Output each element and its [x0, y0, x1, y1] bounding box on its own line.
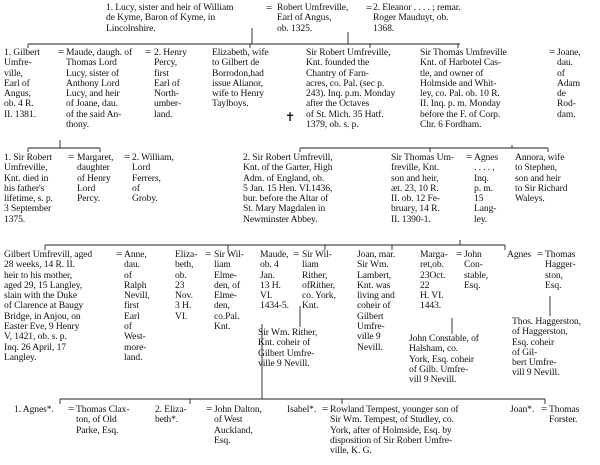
person-sir-robert-2-garter: 2. Sir Robert Umfrevill, Knt. of the Garter, High Adm. of England, ob. 5 Jan. 15 Hen. VI.1436, bur. before the Altar of St. Mary Magdalen in Newminster Abbey. — [243, 152, 333, 225]
person-joane-roddam: Joane, dau. of Adam de Rod- dam. — [557, 47, 581, 120]
person-sir-wm-rither-coheir: Sir Wm. Rither, Knt. coheir of Gilbert Umfre- ville 9 Nevill. — [258, 327, 318, 369]
marriage-sign: = — [366, 2, 373, 14]
person-rowland-tempest: Rowland Tempest, younger son of Sir Wm. Tempest, of Studley, co. York, after of Holmside, Esq. by disposition of Sir Robert Umfre- ville, K. G. — [330, 404, 459, 457]
marriage-sign: = — [68, 403, 75, 415]
person-isabel-tempest: Isabel*. — [287, 404, 317, 415]
person-thomas-forster: Thomas Forster. — [549, 404, 580, 426]
person-annora: Annora, wife to Stephen, son and heir to Sir Richard Waleys. — [515, 152, 568, 205]
marriage-sign: = — [466, 151, 473, 163]
person-sir-thomas-2: Sir Thomas Um- freville, Knt. son and heir, æt. 23, 10 R. II. ob. 12 Fe- bruary, 14 R. II. 1390-1. — [391, 152, 454, 225]
person-elizabeth-dalton: 2. Eliza- beth*. — [155, 404, 187, 426]
marriage-sign: = — [205, 248, 212, 260]
person-thos-haggerston-coheir: Thos. Haggerston, of Haggerston, Esq. coheir of Gil- bert Umfre- vill 9 Nevill. — [512, 316, 581, 379]
person-agnes-claxton: 1. Agnes*. — [14, 404, 54, 415]
marriage-sign: = — [68, 151, 75, 163]
person-elizabeth-elmeden: Eliza- beth, ob. 23 Nov. 3 H. VI. — [175, 249, 198, 322]
marriage-sign: = — [322, 403, 329, 415]
person-gilbert-umfrevill: Gilbert Umfrevill, aged 28 weeks, 14 R. II. heir to his mother, aged 29, 15 Langley, slain with the Duke of Clarence at Baugy Bridge, in Anjou, on Easter Eve, 9 Henry V, 1421, ob. s. p. Inq. 26 April, 17 Langley. — [4, 249, 93, 363]
person-robert-umfreville: Robert Umfreville, Earl of Angus, ob. 1325. — [277, 2, 349, 34]
person-sir-robert-1: 1. Sir Robert Umfreville, Knt. died in his father's lifetime, s. p. 3 September 1375. — [4, 152, 53, 225]
person-lucy: 1. Lucy, sister and heir of William de Kyme, Baron of Kyme, in Lincolnshire. — [106, 2, 234, 34]
person-joan-forster: Joan*. — [510, 404, 535, 415]
marriage-sign: = — [124, 151, 131, 163]
person-maude-rither: Maude, ob. 4 Jan. 13 H. VI. 1434-5. — [260, 249, 289, 312]
person-sir-robert-umfreville: Sir Robert Umfreville, Knt. founded the Chantry of Farn- acres, co. Pal. (sec p. 243). Inq. p.m. Monday after the Octaves of St. Mich. 35 Hatf. 1379, ob. s. p. — [306, 47, 396, 131]
person-sir-thomas-umfreville: Sir Thomas Umfreville Knt. of Harbotel Cas- tle, and owner of Holmside and Whit- ley, co. Pal. ob. 10 R. II. Inq. p. m. Monday before the F. of Corp. Chr. 6 Fordham. — [420, 47, 507, 131]
person-sir-william-elmeden: Sir Wil- liam Elme- den, of Elme- den, co.Pal. Knt. — [214, 249, 244, 333]
person-anne-nevill: Anne, dau. of Ralph Nevill, first Earl of West- more- land. — [124, 249, 150, 363]
person-thomas-haggerston: Thomas Hagger- ston, Esq. — [545, 249, 576, 291]
cross-icon: ✝ — [285, 110, 296, 124]
person-maude-lucy: Maude, daugh. of Thomas Lord Lucy, sister of Anthony Lord Lucy, and heir of Joane, dau. of the said An- thony. — [66, 47, 133, 131]
marriage-sign: = — [541, 403, 548, 415]
person-elizabeth-borrodon: Elizabeth, wife to Gilbert de Borrodon,had issue Alianor, wife to Henry Taylboys. — [212, 47, 269, 110]
person-henry-percy: 2. Henry Percy, first Earl of North- umber- land. — [154, 47, 187, 120]
person-agnes-haggerston: Agnes — [507, 249, 532, 260]
marriage-sign: = — [456, 248, 463, 260]
person-john-constable-halsham: John Constable, of Halsham, co. York, Esq. coheir of Gilb. Umfre- vill 9 Nevill. — [409, 333, 479, 386]
person-margaret-percy: Margaret, daughter of Henry Lord Percy. — [77, 152, 114, 205]
marriage-sign: = — [58, 46, 65, 58]
marriage-sign: = — [116, 248, 123, 260]
person-margaret-constable: Marga- ret,ob. 23Oct. 22 H. VI. 1443. — [420, 249, 448, 312]
marriage-sign: = — [293, 248, 300, 260]
person-joan-lambert: Joan, mar. Sir Wm. Lambert, Knt. was living and coheir of Gilbert Umfre- ville 9 Nevill. — [357, 249, 396, 353]
marriage-sign: = — [206, 403, 213, 415]
marriage-sign: = — [266, 2, 273, 14]
person-thomas-claxton: Thomas Clax- ton, of Old Parke, Esq. — [76, 404, 130, 436]
person-eleanor: 2. Eleanor . . . . ; remar. Roger Mauduyt, ob. 1368. — [373, 2, 461, 34]
person-john-dalton: John Dalton, of West Auckland, Esq. — [214, 404, 262, 446]
person-william-ferrers: 2. William, Lord Ferrers, of Groby. — [132, 152, 174, 205]
marriage-sign: = — [537, 248, 544, 260]
person-gilbert-earl: 1. Gilbert Umfre- ville, Earl of Angus, ob. 4 R. II. 1381. — [4, 47, 40, 120]
person-agnes: Agnes . . . . , Inq. p. m. 15 Lang- ley. — [474, 152, 499, 225]
marriage-sign: = — [145, 46, 152, 58]
person-john-constable: John Con- stable, Esq. — [464, 249, 489, 291]
marriage-sign: = — [549, 46, 556, 58]
person-sir-william-rither: Sir Wil- liam Rither, ofRither, co. York, Knt. — [302, 249, 336, 312]
